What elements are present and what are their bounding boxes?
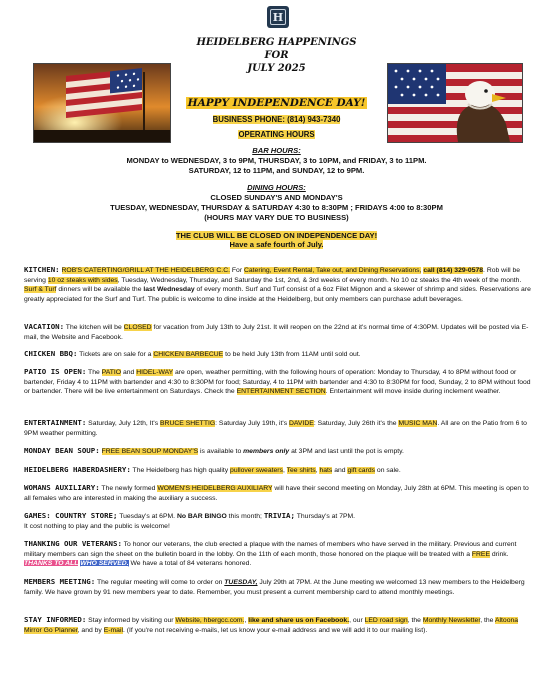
led-road-sign: LED road sign: [364, 617, 408, 624]
soup-label: MONDAY BEAN SOUP:: [24, 446, 100, 455]
stay-text: , the: [407, 617, 423, 624]
games-label: GAMES: COUNTRY STORE;: [24, 511, 118, 520]
bbq-event: CHICKEN BARBECUE: [153, 351, 224, 358]
independence-day-banner: HAPPY INDEPENDENCE DAY!: [187, 97, 366, 109]
kitchen-surf-turf: Surf & Turf: [24, 286, 57, 294]
womans-auxiliary-label: WOMANS AUXILIARY:: [24, 483, 100, 492]
vacation-text: for vacation from July 13th to July 21st. It will reopen on the 22nd at it's normal time of 4:30PM. Updates will be posted via E-mail, the Website and Facebook.: [24, 324, 529, 341]
haberdashery-text: and: [332, 467, 348, 474]
item-tee-shirts: Tee shirts: [286, 467, 316, 474]
meeting-day: TUESDAY,: [224, 579, 258, 586]
bbq-text: to be held July 13th from 11AM until sold out.: [223, 351, 361, 358]
womens-auxiliary-name: WOMEN'S HEIDELBERG AUXILIARY: [157, 485, 273, 492]
logo-letter: H: [272, 10, 284, 24]
trivia-label: TRIVIA;: [263, 511, 295, 520]
operating-hours-heading: OPERATING HOURS: [238, 130, 315, 139]
entertainment-text: : Saturday, July 26th it's the: [313, 420, 399, 427]
patio-name: PATIO: [101, 369, 122, 376]
closed-notice: THE CLUB WILL BE CLOSED ON INDEPENDENCE DAY!: [175, 231, 378, 240]
kitchen-text: of every month. Surf and Turf consist of a 6oz Filet Mignon and a skewer of shrimp and sides. Reservations are greatly appreciated for the Surf and Turf. The public is welcome to dine inside at the Heidelberg, but only members can purchase adult beverages.: [24, 286, 531, 303]
free-bean-soup: FREE BEAN SOUP MONDAY'S: [101, 448, 199, 455]
entertainment-text: : Saturday July 19th, it's: [215, 420, 289, 427]
item-gift-cards: gift cards: [347, 467, 376, 474]
business-phone: BUSINESS PHONE: (814) 943-7340: [212, 115, 341, 124]
patio-text: . Entertainment will move inside during inclement weather.: [325, 388, 501, 396]
members-meeting-label: MEMBERS MEETING:: [24, 577, 96, 586]
vacation-section: [24, 322, 532, 342]
games-text: Tuesday's at 6PM.: [117, 513, 177, 520]
haberdashery-section: [24, 465, 532, 476]
website-link[interactable]: Website, hbergcc.com.: [175, 617, 245, 624]
veterans-label: THANKING OUR VETERANS:: [24, 539, 122, 548]
patio-text: and: [121, 369, 137, 376]
members-text: July 29th at 7PM. At the June meeting we welcomed 13 new members to the Heidelberg family. We have grown by 91 new members year to date. Remember, you must present a current membership card to attend monthly meetings.: [24, 579, 525, 596]
dining-hours-line1: CLOSED SUNDAY'S AND MONDAY'S: [210, 193, 343, 202]
stay-informed-section: [24, 615, 532, 635]
kitchen-phone: call (814) 329-0578: [423, 267, 484, 274]
kitchen-services: Catering, Event Rental, Take out, and Dining Reservations,: [243, 267, 422, 274]
facebook-link[interactable]: like and share us on Facebook.: [248, 617, 350, 624]
patio-text: The: [86, 369, 102, 376]
bar-hours-heading: BAR HOURS:: [252, 146, 301, 155]
entertainment-label: ENTERTAINMENT:: [24, 418, 87, 427]
bar-hours-line2: SATURDAY, 12 to 11PM, and SUNDAY, 12 to 9PM.: [188, 166, 365, 175]
patio-section: [24, 367, 532, 397]
stay-text: , the: [480, 617, 495, 624]
who-served: WHO SERVED.: [80, 560, 129, 568]
womans-auxiliary-section: [24, 483, 532, 503]
vacation-text: The kitchen will be: [64, 324, 124, 331]
kitchen-text: , Tuesday, Wednesday, Thursday, and Saturday the 1st, 2nd, & 3rd weeks of every month. No 10 oz steaks the 4th week of the month.: [117, 276, 522, 284]
bbq-label: CHICKEN BBQ:: [24, 349, 78, 358]
soup-section: [24, 446, 532, 457]
heidelberg-logo: [267, 6, 289, 28]
patio-label: PATIO IS OPEN:: [24, 367, 87, 376]
stay-text: Stay informed by visiting our: [86, 617, 176, 624]
veterans-text: drink.: [490, 550, 509, 558]
banner-wrap: [0, 93, 553, 111]
veterans-text: To honor our veterans, the club erected a plaque with the names of members who have served in the military. Previous and current military members can sign the sheet on the bulletin board in the lobby. On the 11th of each month, those honored on the plaque will be treated with a: [24, 541, 517, 558]
newsletter-title: HEIDELBERG HAPPENINGS: [196, 37, 357, 48]
haberdashery-label: HEIDELBERG HABERDASHERY:: [24, 465, 131, 474]
thanks-to-all: THANKS TO ALL: [24, 560, 79, 568]
dining-hours-heading-wrap: [0, 183, 553, 193]
stay-informed-label: STAY INFORMED:: [24, 615, 87, 624]
games-public-note: It cost nothing to play and the public is welcome!: [24, 522, 170, 530]
phone-wrap: [0, 115, 553, 125]
members-text: The regular meeting will come to order on: [95, 579, 225, 586]
veterans-text: We have a total of 84 veterans honored.: [128, 560, 252, 568]
logo-frame: [270, 9, 286, 25]
kitchen-grill-name: ROB'S CATERTING/GRILL AT THE HEIDELBERG C.C.: [61, 267, 230, 274]
haberdashery-text: ,: [315, 467, 320, 474]
performer-music-man: MUSIC MAN: [398, 420, 438, 427]
safe-fourth-notice: Have a safe fourth of July.: [229, 240, 324, 249]
entertainment-text: . All are on the Patio from 6 to 9PM weather permitting.: [24, 420, 527, 437]
games-section: [24, 511, 532, 531]
kitchen-steaks: 10 oz steaks with sides: [47, 276, 118, 284]
games-text: this month;: [226, 513, 264, 520]
haberdashery-text: ,: [282, 467, 287, 474]
members-meeting-section: [24, 577, 532, 597]
kitchen-text: For: [230, 267, 244, 274]
monthly-newsletter: Monthly Newsletter: [422, 617, 481, 624]
dining-hours-line2: TUESDAY, WEDNESDAY, THURSDAY & SATURDAY 4:30 to 8:30PM ; FRIDAYS 4:00 to 8:30PM: [110, 203, 443, 212]
performer-bruce-shettig: BRUCE SHETTIG: [160, 420, 216, 427]
bar-hours-heading-wrap: [0, 146, 553, 156]
stay-text: . (If you're not receiving e-mails, let us know your e-mail address and we will add it to our mailing list).: [122, 626, 428, 634]
stay-text: , our: [349, 617, 365, 624]
newsletter-title-for: FOR: [264, 50, 289, 61]
kitchen-section: [24, 265, 532, 304]
item-sweaters: pullover sweaters: [230, 467, 283, 474]
womans-text: The newly formed: [99, 485, 158, 492]
performer-davide: DAVIDE: [289, 420, 314, 427]
stay-text: , and by: [77, 626, 104, 634]
haberdashery-text: The Heidelberg has high quality: [130, 467, 231, 474]
vacation-label: VACATION:: [24, 322, 65, 331]
members-only: members only: [243, 448, 290, 455]
hidel-way-name: HIDEL-WAY: [136, 369, 174, 376]
games-text: Thursday's at 7PM.: [294, 513, 356, 520]
email-link[interactable]: E-mail: [103, 626, 123, 634]
dining-hours-heading: DINING HOURS:: [247, 183, 306, 192]
kitchen-text: dinners will be available the: [56, 286, 144, 294]
kitchen-label: KITCHEN:: [24, 265, 60, 274]
patio-text: are open, weather permitting, with the following hours of operation: Monday to Thursday, 4 to 8PM without food or bartender, Friday 4 to 11PM with bartender and 4:30 to 8:30PM for food; Saturday, 4 to 11PM with bartender and 4:30 to 8:30PM for food, Sunday, 2 to 8PM without food or bartender. There will be live entertainment on Saturdays. Check the: [24, 369, 531, 396]
vacation-closed: CLOSED: [123, 324, 152, 331]
altoona-mirror-planner: Altoona Mirror Go Planner: [24, 617, 519, 634]
no-bar-bingo: No BAR BINGO: [176, 513, 227, 520]
haberdashery-text: on sale.: [375, 467, 401, 474]
newsletter-month: JULY 2025: [247, 63, 306, 74]
hours-heading-wrap: [0, 130, 553, 140]
dining-hours-line3: (HOURS MAY VARY DUE TO BUSINESS): [204, 213, 349, 222]
bbq-text: Tickets are on sale for a: [77, 351, 154, 358]
soup-text: at 3PM and last until the pot is empty.: [289, 448, 404, 455]
bbq-section: [24, 349, 532, 360]
free-drink: FREE: [471, 550, 491, 558]
item-hats: hats: [319, 467, 333, 474]
womans-text: will have their second meeting on Monday, July 28th at 6PM. This meeting is open to all females who are interested in making the auxiliary a success.: [24, 485, 529, 502]
kitchen-text: . Rob will be serving: [24, 267, 521, 284]
bar-hours-line1: MONDAY to WEDNESDAY, 3 to 9PM, THURSDAY, 3 to 10PM, and FRIDAY, 3 to 11PM.: [126, 156, 427, 165]
entertainment-text: Saturday, July 12th, It's: [86, 420, 161, 427]
safe-fourth-wrap: [0, 240, 553, 250]
soup-text: is available to: [198, 448, 244, 455]
stay-text: ,: [244, 617, 249, 624]
veterans-section: [24, 539, 532, 569]
kitchen-last-wednesday: last Wednesday: [143, 286, 195, 294]
entertainment-section: [24, 418, 532, 438]
entertainment-section-link: ENTERTAINMENT SECTION: [236, 388, 326, 396]
